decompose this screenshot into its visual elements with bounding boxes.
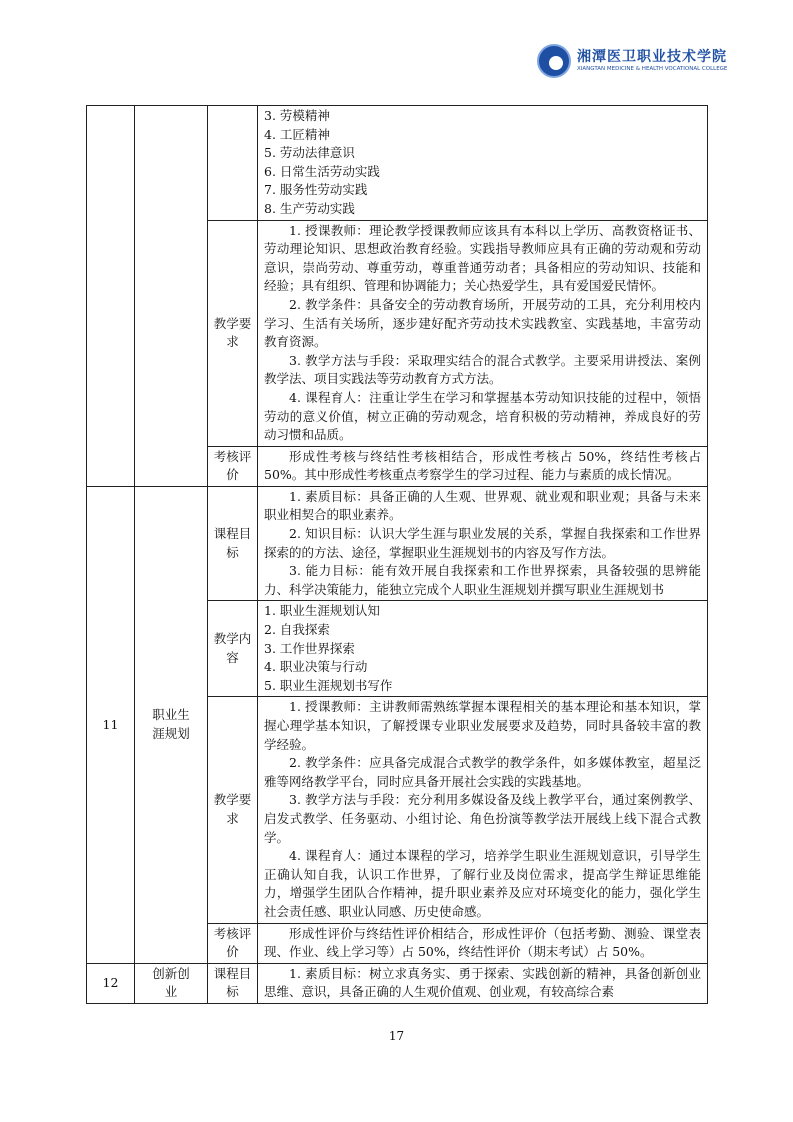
list-item: 6. 日常生活劳动实践	[264, 163, 380, 179]
list-item: 5. 职业生涯规划书写作	[264, 677, 393, 693]
list-item: 3. 工作世界探索	[264, 640, 355, 656]
list-item: 4. 职业决策与行动	[264, 659, 368, 675]
paragraph: 2. 教学条件：具备安全的劳动教育场所，开展劳动的工具，充分利用校内学习、生活有关场所，逐步建好配齐劳动技术实践教室、实践基地，丰富劳动教育资源。	[264, 296, 701, 350]
course-name	[135, 963, 208, 1003]
teaching-requirements	[258, 220, 708, 446]
course-goals	[258, 963, 708, 1003]
content-list	[258, 106, 708, 221]
course-table	[86, 105, 708, 1004]
sub-label-assessment: 考核评价	[208, 446, 258, 486]
list-item: 4. 工匠精神	[264, 126, 330, 142]
sub-label-teaching-requirements: 教学要求	[208, 220, 258, 446]
paragraph: 3. 能力目标：能有效开展自我探索和工作世界探索，具备较强的思辨能力、科学决策能力，能独立完成个人职业生涯规划并撰写职业生涯规划书	[264, 563, 701, 597]
paragraph: 形成性评价与终结性评价相结合，形成性评价（包括考勤、测验、课堂表现、作业、线上学习等）占 50%，终结性评价（期末考试）占 50%。	[264, 925, 701, 960]
page-number: 17	[388, 1029, 405, 1043]
table-row	[87, 106, 708, 221]
list-item: 3. 劳模精神	[264, 108, 330, 123]
paragraph: 2. 知识目标：认识大学生涯与职业发展的关系，掌握自我探索和工作世界探索的的方法、途径，掌握职业生涯规划书的内容及写作方法。	[264, 526, 701, 560]
list-item: 2. 自我探索	[264, 622, 330, 638]
row-number-cell	[87, 106, 135, 487]
table-row	[87, 486, 708, 601]
sub-label-teaching-content: 教学内容	[208, 601, 258, 697]
paragraph: 1. 素质目标：具备正确的人生观、世界观、就业观和职业观；具备与未来职业相契合的职业素养。	[264, 488, 701, 523]
list-item: 8. 生产劳动实践	[264, 200, 355, 216]
teaching-requirements	[258, 697, 708, 923]
college-name-cn: 湘潭医卫职业技术学院	[577, 49, 727, 65]
course-name	[135, 486, 208, 963]
paragraph: 2. 教学条件：应具备完成混合式教学的教学条件，如多媒体教室，超星泛雅等网络教学平台，同时应具备开展社会实践的实践基地。	[264, 755, 701, 789]
paragraph: 1. 授课教师：主讲教师需熟练掌握本课程相关的基本理论和基本知识，掌握心理学基本知识，了解授课专业职业发展要求及趋势，同时具备较丰富的教学经验。	[264, 699, 701, 752]
college-emblem-icon	[537, 44, 571, 78]
course-goals	[258, 486, 708, 601]
row-number: 12	[87, 963, 135, 1003]
list-item: 1. 职业生涯规划认知	[264, 603, 380, 619]
content-list	[258, 601, 708, 697]
paragraph: 4. 课程育人：注重让学生在学习和掌握基本劳动知识技能的过程中，领悟劳动的意义价值，树立正确的劳动观念，培育积极的劳动精神，养成良好的劳动习惯和品质。	[264, 389, 701, 443]
paragraph: 3. 教学方法与手段：采取理实结合的混合式教学。主要采用讲授法、案例教学法、项目实践法等劳动教育方式方法。	[264, 352, 701, 387]
assessment-text	[258, 446, 708, 486]
table-row	[87, 963, 708, 1003]
sub-label-cell	[208, 106, 258, 221]
paragraph: 1. 授课教师：理论教学授课教师应该具有本科以上学历、高教资格证书、劳动理论知识、思想政治教育经验。实践指导教师应具有正确的劳动观和劳动意识，崇尚劳动、尊重劳动，尊重普通劳动者；具备相应的劳动知识、技能和经验；具有组织、管理和协调能力；关心热爱学生，具有爱国爱民情怀。	[264, 222, 701, 294]
list-item: 7. 服务性劳动实践	[264, 182, 368, 198]
paragraph: 3. 教学方法与手段：充分利用多媒设备及线上教学平台，通过案例教学、启发式教学、任务驱动、小组讨论、角色扮演等教学法开展线上线下混合式教学。	[264, 792, 701, 845]
assessment-text	[258, 923, 708, 963]
college-logo	[537, 44, 737, 80]
sub-label-course-goals: 课程目标	[208, 486, 258, 601]
list-item: 5. 劳动法律意识	[264, 145, 355, 161]
sub-label-teaching-requirements: 教学要求	[208, 697, 258, 923]
course-name-text: 职业生涯规划	[152, 707, 190, 741]
row-number: 11	[87, 486, 135, 963]
paragraph: 1. 素质目标：树立求真务实、勇于探索、实践创新的精神，具备创新创业思维、意识，具备正确的人生观价值观、创业观，有较高综合素	[264, 965, 701, 1000]
course-name-text: 创新创业	[152, 965, 190, 1000]
paragraph: 形成性考核与终结性考核相结合，形成性考核占 50%，终结性考核占 50%。其中形成性考核重点考察学生的学习过程、能力与素质的成长情况。	[264, 448, 701, 483]
college-name-en: XIANGTAN MEDICINE & HEALTH VOCATIONAL COLLEGE	[577, 66, 728, 72]
sub-label-course-goals: 课程目标	[208, 963, 258, 1003]
course-name-cell	[135, 106, 208, 487]
sub-label-assessment: 考核评价	[208, 923, 258, 963]
paragraph: 4. 课程育人：通过本课程的学习，培养学生职业生涯规划意识，引导学生正确认知自我，认识工作世界，了解行业及岗位需求，提高学生辩证思维能力，增强学生团队合作精神，提升职业素养及应对环境变化的能力，强化学生社会责任感、职业认同感、历史使命感。	[264, 848, 701, 919]
